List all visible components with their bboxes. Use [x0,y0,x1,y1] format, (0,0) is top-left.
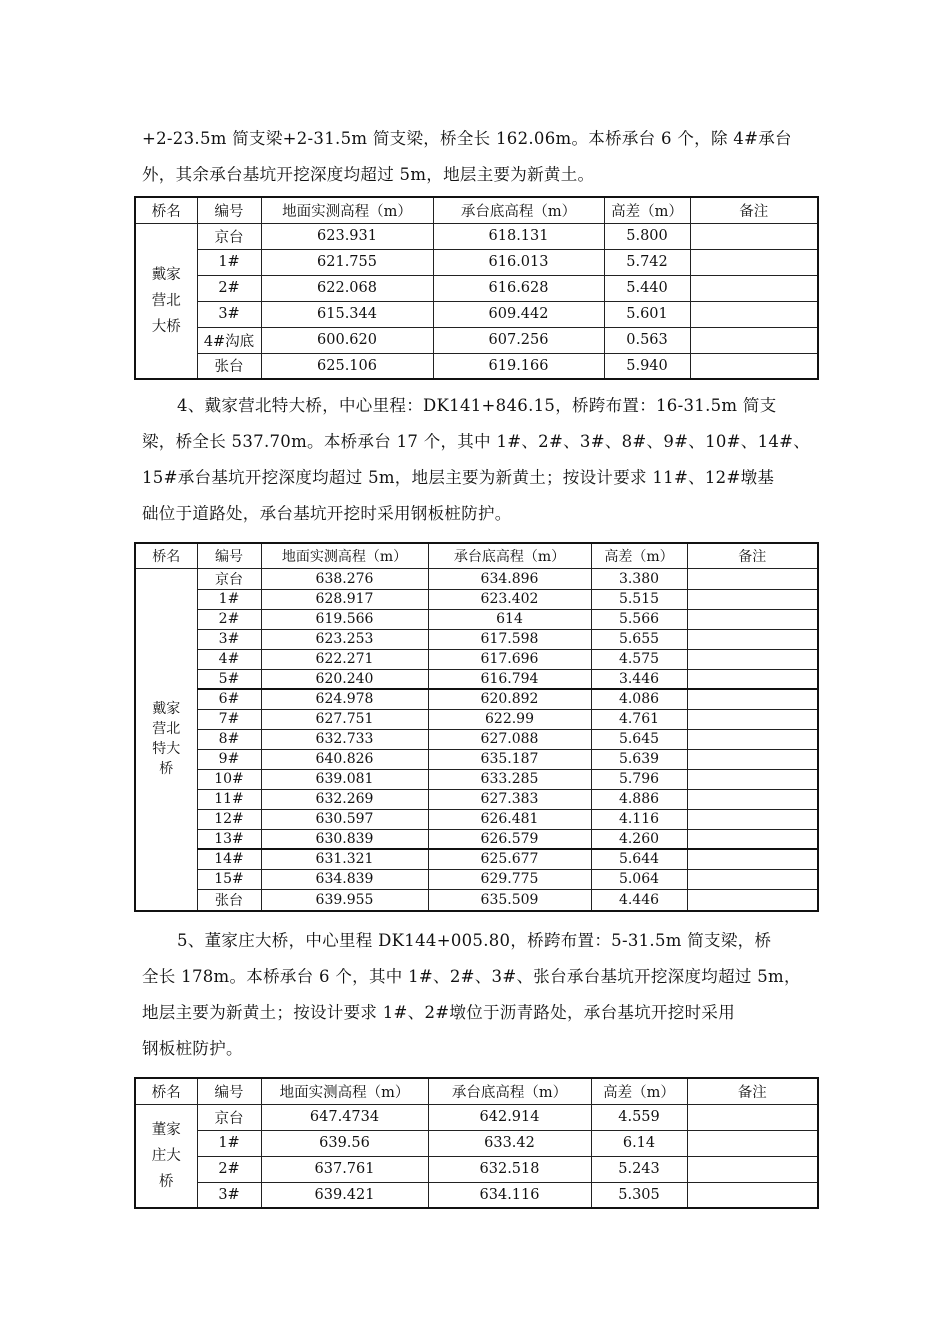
header-cap-bottom-elevation: 承台底高程（m） [428,1078,591,1104]
cell-ground-elevation: 639.081 [261,769,428,789]
header-height-diff: 高差（m） [591,1078,687,1104]
paragraph-line: 础位于道路处，承台基坑开挖时采用钢板桩防护。 [142,504,512,523]
paragraph-line: 地层主要为新黄土；按设计要求 1#、2#墩位于沥青路处，承台基坑开挖时采用 [142,1003,735,1022]
cell-number: 11# [197,789,261,809]
cell-number: 3# [197,629,261,649]
cell-cap-elevation: 626.481 [428,809,591,829]
cell-cap-elevation: 625.677 [428,849,591,869]
cell-cap-elevation: 623.402 [428,589,591,609]
cell-height-diff: 5.644 [591,849,687,869]
cell-height-diff: 4.886 [591,789,687,809]
cell-number: 12# [197,809,261,829]
table-row [135,669,818,689]
cell-height-diff: 5.305 [591,1182,687,1208]
cell-cap-elevation: 634.116 [428,1182,591,1208]
paragraph-line: 5、董家庄大桥，中心里程 DK144+005.80，桥跨布置：5-31.5m 简支梁，桥 [177,931,772,950]
cell-number: 张台 [197,353,261,379]
table-row [135,275,818,301]
cell-number: 京台 [197,568,261,589]
table-row [135,869,818,889]
cell-ground-elevation: 628.917 [261,589,428,609]
bridge-name: 戴家营北特大桥 [152,701,181,777]
cell-number: 京台 [197,223,261,249]
cell-number: 13# [197,829,261,849]
cell-cap-elevation: 609.442 [433,301,604,327]
cell-cap-elevation: 627.088 [428,729,591,749]
header-cap-bottom-elevation: 承台底高程（m） [428,543,591,568]
cell-ground-elevation: 625.106 [261,353,433,379]
elevation-table-2 [134,542,819,912]
cell-height-diff: 4.559 [591,1104,687,1130]
cell-cap-elevation: 635.509 [428,889,591,911]
cell-cap-elevation: 635.187 [428,749,591,769]
cell-cap-elevation: 616.013 [433,249,604,275]
cell-height-diff: 4.260 [591,829,687,849]
header-number: 编号 [197,197,261,223]
table-row [135,849,818,869]
cell-ground-elevation: 630.839 [261,829,428,849]
cell-cap-elevation: 632.518 [428,1156,591,1182]
cell-remarks [687,709,818,729]
bridge-name-cell [135,568,197,911]
cell-cap-elevation: 616.794 [428,669,591,689]
cell-ground-elevation: 621.755 [261,249,433,275]
cell-number: 9# [197,749,261,769]
cell-cap-elevation: 633.285 [428,769,591,789]
table-row [135,729,818,749]
paragraph-line: 全长 178m。本桥承台 6 个，其中 1#、2#、3#、张台承台基坑开挖深度均超过 5m， [142,967,801,986]
elevation-table-3 [134,1077,819,1209]
cell-remarks [687,629,818,649]
table-row [135,829,818,849]
cell-remarks [690,249,818,275]
header-number: 编号 [197,1078,261,1104]
bridge-name: 戴家营北大桥 [151,266,181,335]
paragraph-line: 梁，桥全长 537.70m。本桥承台 17 个，其中 1#、2#、3#、8#、9#、10#、14#、 [142,432,811,451]
cell-height-diff: 5.639 [591,749,687,769]
cell-remarks [687,649,818,669]
bridge-name-cell [135,1104,197,1208]
cell-cap-elevation: 620.892 [428,689,591,709]
cell-cap-elevation: 607.256 [433,327,604,353]
cell-number: 4#沟底 [197,327,261,353]
cell-remarks [687,589,818,609]
cell-number: 京台 [197,1104,261,1130]
cell-number: 张台 [197,889,261,911]
cell-height-diff: 4.575 [591,649,687,669]
cell-height-diff: 5.440 [604,275,690,301]
header-remarks: 备注 [687,543,818,568]
table-row [135,568,818,589]
cell-remarks [687,849,818,869]
cell-number: 2# [197,275,261,301]
paragraph-3 [142,923,812,1067]
cell-ground-elevation: 622.271 [261,649,428,669]
cell-cap-elevation: 634.896 [428,568,591,589]
cell-number: 15# [197,869,261,889]
cell-height-diff: 3.380 [591,568,687,589]
cell-ground-elevation: 638.276 [261,568,428,589]
table-row [135,301,818,327]
header-bridge-name: 桥名 [135,197,197,223]
cell-ground-elevation: 623.253 [261,629,428,649]
cell-number: 2# [197,1156,261,1182]
header-bridge-name: 桥名 [135,1078,197,1104]
cell-remarks [687,1182,818,1208]
paragraph-line: 钢板桩防护。 [142,1039,243,1058]
cell-remarks [687,789,818,809]
table-row [135,1130,818,1156]
table-row [135,609,818,629]
cell-ground-elevation: 640.826 [261,749,428,769]
cell-remarks [687,1104,818,1130]
cell-ground-elevation: 622.068 [261,275,433,301]
cell-ground-elevation: 600.620 [261,327,433,353]
cell-remarks [687,609,818,629]
cell-ground-elevation: 627.751 [261,709,428,729]
cell-cap-elevation: 642.914 [428,1104,591,1130]
cell-cap-elevation: 629.775 [428,869,591,889]
cell-height-diff: 6.14 [591,1130,687,1156]
paragraph-line: +2-23.5m 简支梁+2-31.5m 简支梁，桥全长 162.06m。本桥承台 6 个，除 4#承台 [142,129,792,148]
table-row [135,1182,818,1208]
table-row [135,889,818,911]
cell-remarks [690,353,818,379]
cell-height-diff: 5.645 [591,729,687,749]
cell-height-diff: 5.742 [604,249,690,275]
cell-height-diff: 4.446 [591,889,687,911]
header-ground-elevation: 地面实测高程（m） [261,1078,428,1104]
paragraph-line: 外，其余承台基坑开挖深度均超过 5m，地层主要为新黄土。 [142,165,595,184]
bridge-name: 董家庄大桥 [151,1121,181,1190]
cell-remarks [687,1156,818,1182]
cell-height-diff: 5.601 [604,301,690,327]
cell-ground-elevation: 615.344 [261,301,433,327]
table-row [135,689,818,709]
cell-height-diff: 0.563 [604,327,690,353]
cell-remarks [687,869,818,889]
cell-ground-elevation: 632.733 [261,729,428,749]
cell-ground-elevation: 632.269 [261,789,428,809]
table-header-row [135,1078,818,1104]
cell-remarks [687,729,818,749]
cell-number: 4# [197,649,261,669]
table-row [135,809,818,829]
cell-ground-elevation: 637.761 [261,1156,428,1182]
table-row [135,327,818,353]
table-row [135,649,818,669]
cell-ground-elevation: 623.931 [261,223,433,249]
cell-number: 3# [197,301,261,327]
table-row [135,629,818,649]
table-row [135,789,818,809]
paragraph-2 [142,388,812,532]
cell-ground-elevation: 619.566 [261,609,428,629]
cell-number: 6# [197,689,261,709]
cell-ground-elevation: 634.839 [261,869,428,889]
cell-cap-elevation: 617.696 [428,649,591,669]
table-row [135,749,818,769]
elevation-table-1 [134,196,819,380]
cell-height-diff: 5.243 [591,1156,687,1182]
table-row [135,223,818,249]
cell-height-diff: 4.086 [591,689,687,709]
cell-remarks [690,327,818,353]
header-number: 编号 [197,543,261,568]
cell-cap-elevation: 633.42 [428,1130,591,1156]
table-row [135,1156,818,1182]
cell-remarks [687,1130,818,1156]
cell-ground-elevation: 631.321 [261,849,428,869]
cell-remarks [687,809,818,829]
header-height-diff: 高差（m） [604,197,690,223]
cell-cap-elevation: 627.383 [428,789,591,809]
cell-number: 5# [197,669,261,689]
cell-height-diff: 5.566 [591,609,687,629]
cell-cap-elevation: 622.99 [428,709,591,729]
cell-ground-elevation: 620.240 [261,669,428,689]
cell-height-diff: 3.446 [591,669,687,689]
header-ground-elevation: 地面实测高程（m） [261,543,428,568]
cell-height-diff: 4.116 [591,809,687,829]
cell-cap-elevation: 619.166 [433,353,604,379]
paragraph-1 [142,121,812,193]
cell-remarks [687,689,818,709]
cell-number: 3# [197,1182,261,1208]
cell-ground-elevation: 624.978 [261,689,428,709]
cell-ground-elevation: 639.955 [261,889,428,911]
table-row [135,353,818,379]
cell-ground-elevation: 639.56 [261,1130,428,1156]
header-height-diff: 高差（m） [591,543,687,568]
cell-height-diff: 5.515 [591,589,687,609]
header-cap-bottom-elevation: 承台底高程（m） [433,197,604,223]
header-remarks: 备注 [690,197,818,223]
cell-height-diff: 5.064 [591,869,687,889]
cell-cap-elevation: 617.598 [428,629,591,649]
cell-remarks [687,769,818,789]
paragraph-line: 15#承台基坑开挖深度均超过 5m，地层主要为新黄土；按设计要求 11#、12#墩基 [142,468,775,487]
header-remarks: 备注 [687,1078,818,1104]
cell-ground-elevation: 647.4734 [261,1104,428,1130]
cell-cap-elevation: 618.131 [433,223,604,249]
cell-number: 8# [197,729,261,749]
cell-cap-elevation: 626.579 [428,829,591,849]
header-bridge-name: 桥名 [135,543,197,568]
table-header-row [135,543,818,568]
bridge-name-cell [135,223,197,379]
cell-number: 10# [197,769,261,789]
cell-height-diff: 5.940 [604,353,690,379]
cell-number: 2# [197,609,261,629]
cell-height-diff: 5.655 [591,629,687,649]
cell-ground-elevation: 639.421 [261,1182,428,1208]
cell-remarks [690,301,818,327]
cell-remarks [687,568,818,589]
cell-height-diff: 5.796 [591,769,687,789]
cell-remarks [687,829,818,849]
table-header-row [135,197,818,223]
cell-remarks [687,889,818,911]
table-row [135,589,818,609]
cell-height-diff: 5.800 [604,223,690,249]
cell-height-diff: 4.761 [591,709,687,729]
table-row [135,249,818,275]
table-row [135,1104,818,1130]
cell-cap-elevation: 616.628 [433,275,604,301]
header-ground-elevation: 地面实测高程（m） [261,197,433,223]
table-row [135,709,818,729]
cell-number: 1# [197,249,261,275]
cell-remarks [690,223,818,249]
cell-number: 14# [197,849,261,869]
cell-number: 1# [197,1130,261,1156]
cell-remarks [690,275,818,301]
paragraph-line: 4、戴家营北特大桥，中心里程：DK141+846.15，桥跨布置：16-31.5m 简支 [177,396,777,415]
cell-remarks [687,669,818,689]
cell-remarks [687,749,818,769]
cell-ground-elevation: 630.597 [261,809,428,829]
cell-cap-elevation: 614 [428,609,591,629]
cell-number: 7# [197,709,261,729]
cell-number: 1# [197,589,261,609]
table-row [135,769,818,789]
